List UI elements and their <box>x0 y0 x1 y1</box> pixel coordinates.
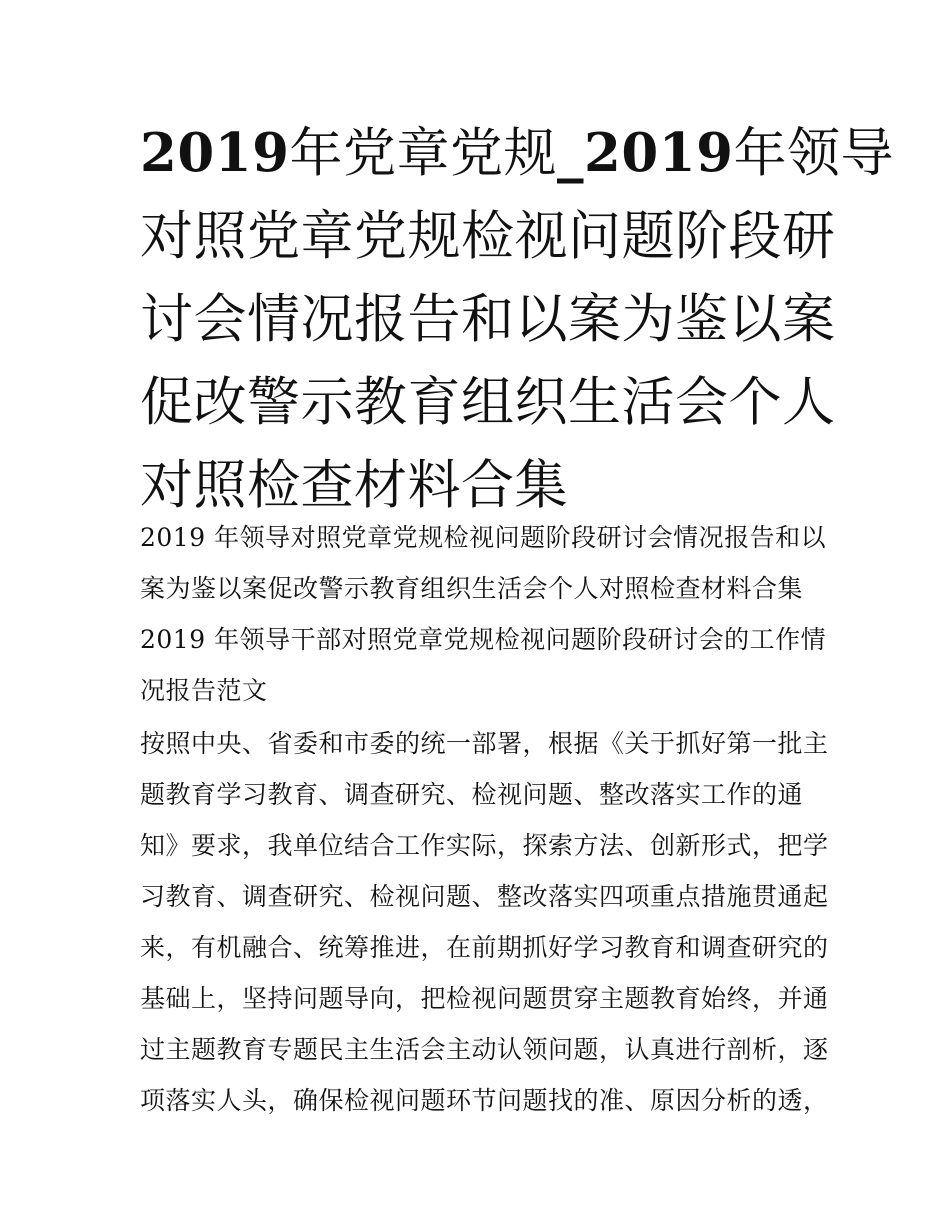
body-line: 基础上，坚持问题导向，把检视问题贯穿主题教育始终，并通 <box>140 984 829 1013</box>
body-line: 2019 年领导对照党章党规检视问题阶段研讨会情况报告和以 <box>140 523 827 552</box>
body-line: 知》要求，我单位结合工作实际，探索方法、创新形式，把学 <box>140 831 829 860</box>
title-line-1 <box>140 112 895 195</box>
title-line-3: 讨会情况报告和以案为鉴以案 <box>140 289 836 350</box>
body-line: 习教育、调查研究、检视问题、整改落实四项重点措施贯通起 <box>140 882 829 911</box>
body-line: 2019 年领导干部对照党章党规检视问题阶段研讨会的工作情 <box>140 625 827 654</box>
title-text-1a: 年党章党规 <box>289 123 558 184</box>
document-title <box>140 112 895 527</box>
body-line: 题教育学习教育、调查研究、检视问题、整改落实工作的通 <box>140 780 804 809</box>
title-year-2: _2019 <box>557 122 734 184</box>
title-line-2: 对照党章党规检视问题阶段研 <box>140 206 836 267</box>
body-line: 况报告范文 <box>140 676 268 705</box>
body-line: 来，有机融合、统筹推进，在前期抓好学习教育和调查研究的 <box>140 933 829 962</box>
body-line: 案为鉴以案促改警示教育组织生活会个人对照检查材料合集 <box>140 574 804 603</box>
body-line: 过主题教育专题民主生活会主动认领问题，认真进行剖析，逐 <box>140 1035 829 1064</box>
title-line-4: 促改警示教育组织生活会个人 <box>140 372 836 433</box>
title-text-1b: 年领导 <box>733 123 895 184</box>
document-body <box>140 512 830 1126</box>
body-line: 按照中央、省委和市委的统一部署，根据《关于抓好第一批主 <box>140 729 829 758</box>
body-line: 项落实人头，确保检视问题环节问题找的准、原因分析的透， <box>140 1086 829 1115</box>
title-year-1: 2019 <box>140 122 290 184</box>
title-line-5: 对照检查材料合集 <box>140 455 568 516</box>
